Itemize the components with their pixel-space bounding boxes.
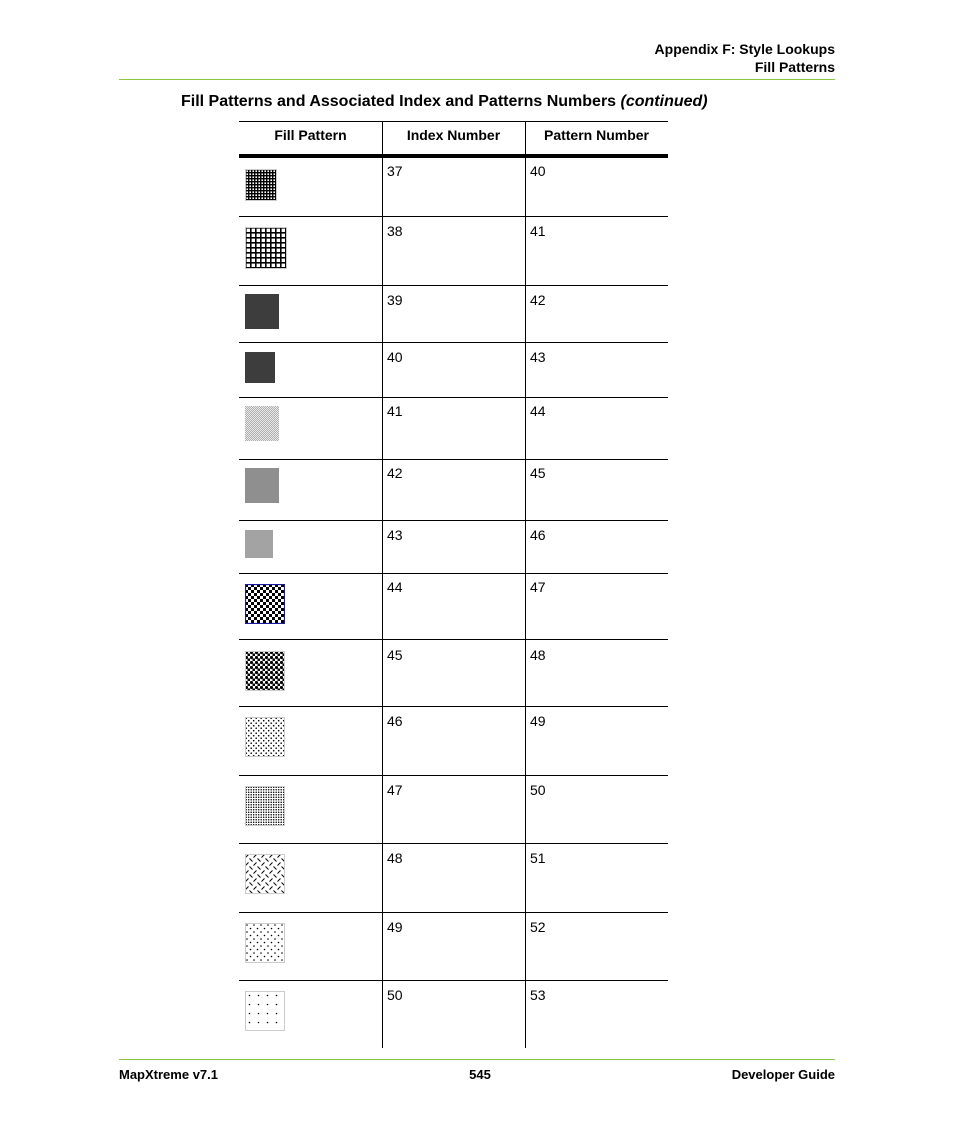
row-divider (239, 520, 668, 521)
row-divider (239, 342, 668, 343)
footer-page-number: 545 (469, 1067, 491, 1082)
index-number-cell: 37 (387, 163, 403, 179)
column-divider (525, 121, 526, 1048)
row-divider (239, 639, 668, 640)
table-title (181, 93, 708, 111)
dense-dots-pattern-icon (245, 786, 285, 826)
row-divider (239, 843, 668, 844)
row-divider (239, 775, 668, 776)
pattern-number-cell: 41 (530, 223, 546, 239)
pattern-number-cell: 51 (530, 850, 546, 866)
pattern-number-cell: 40 (530, 163, 546, 179)
header-rule (119, 79, 835, 80)
row-divider (239, 980, 668, 981)
fill-pattern-table (239, 121, 668, 1048)
index-number-cell: 50 (387, 987, 403, 1003)
index-number-cell: 46 (387, 713, 403, 729)
dark-solid-pattern-icon (245, 294, 279, 329)
diagonal-dash-pattern-icon (245, 854, 285, 894)
light-gray-pattern-icon (245, 530, 273, 558)
pattern-number-cell: 43 (530, 349, 546, 365)
pattern-number-cell: 52 (530, 919, 546, 935)
medium-gray-pattern-icon (245, 468, 279, 503)
row-divider (239, 573, 668, 574)
large-dots-pattern-icon (245, 651, 285, 691)
index-number-cell: 42 (387, 465, 403, 481)
index-number-cell: 41 (387, 403, 403, 419)
checkerboard-pattern-icon (245, 584, 285, 624)
index-number-cell: 38 (387, 223, 403, 239)
footer-doc-title: Developer Guide (731, 1067, 835, 1082)
index-number-cell: 45 (387, 647, 403, 663)
header-section-title: Appendix F: Style Lookups (654, 41, 835, 57)
very-sparse-dots-pattern-icon (245, 991, 285, 1031)
index-number-cell: 44 (387, 579, 403, 595)
row-divider (239, 459, 668, 460)
light-crosshatch-pattern-icon (245, 406, 279, 441)
pattern-number-cell: 44 (530, 403, 546, 419)
index-number-cell: 47 (387, 782, 403, 798)
pattern-number-cell: 45 (530, 465, 546, 481)
column-header-fill-pattern: Fill Pattern (274, 127, 347, 143)
small-dots-pattern-icon (245, 717, 285, 757)
column-header-index-number: Index Number (406, 127, 501, 143)
row-divider (239, 397, 668, 398)
column-header-pattern-number: Pattern Number (543, 127, 650, 143)
index-number-cell: 48 (387, 850, 403, 866)
table-title-main: Fill Patterns and Associated Index and Patterns Numbers (181, 93, 617, 110)
row-divider (239, 285, 668, 286)
table-title-continued: (continued) (620, 93, 708, 110)
pattern-number-cell: 48 (530, 647, 546, 663)
header-subsection-title: Fill Patterns (754, 59, 835, 75)
pattern-number-cell: 50 (530, 782, 546, 798)
header-divider (239, 154, 668, 158)
pattern-number-cell: 46 (530, 527, 546, 543)
pattern-number-cell: 49 (530, 713, 546, 729)
table-top-border (239, 121, 668, 122)
pattern-number-cell: 53 (530, 987, 546, 1003)
pattern-number-cell: 42 (530, 292, 546, 308)
row-divider (239, 216, 668, 217)
pattern-number-cell: 47 (530, 579, 546, 595)
footer-product: MapXtreme v7.1 (119, 1067, 218, 1082)
fine-grid-pattern-icon (245, 169, 277, 201)
dark-solid-pattern-icon (245, 352, 275, 383)
sparse-dots-pattern-icon (245, 923, 285, 963)
coarse-grid-pattern-icon (245, 227, 287, 269)
row-divider (239, 706, 668, 707)
footer-rule (119, 1059, 835, 1060)
index-number-cell: 39 (387, 292, 403, 308)
index-number-cell: 40 (387, 349, 403, 365)
index-number-cell: 49 (387, 919, 403, 935)
index-number-cell: 43 (387, 527, 403, 543)
row-divider (239, 912, 668, 913)
column-divider (382, 121, 383, 1048)
